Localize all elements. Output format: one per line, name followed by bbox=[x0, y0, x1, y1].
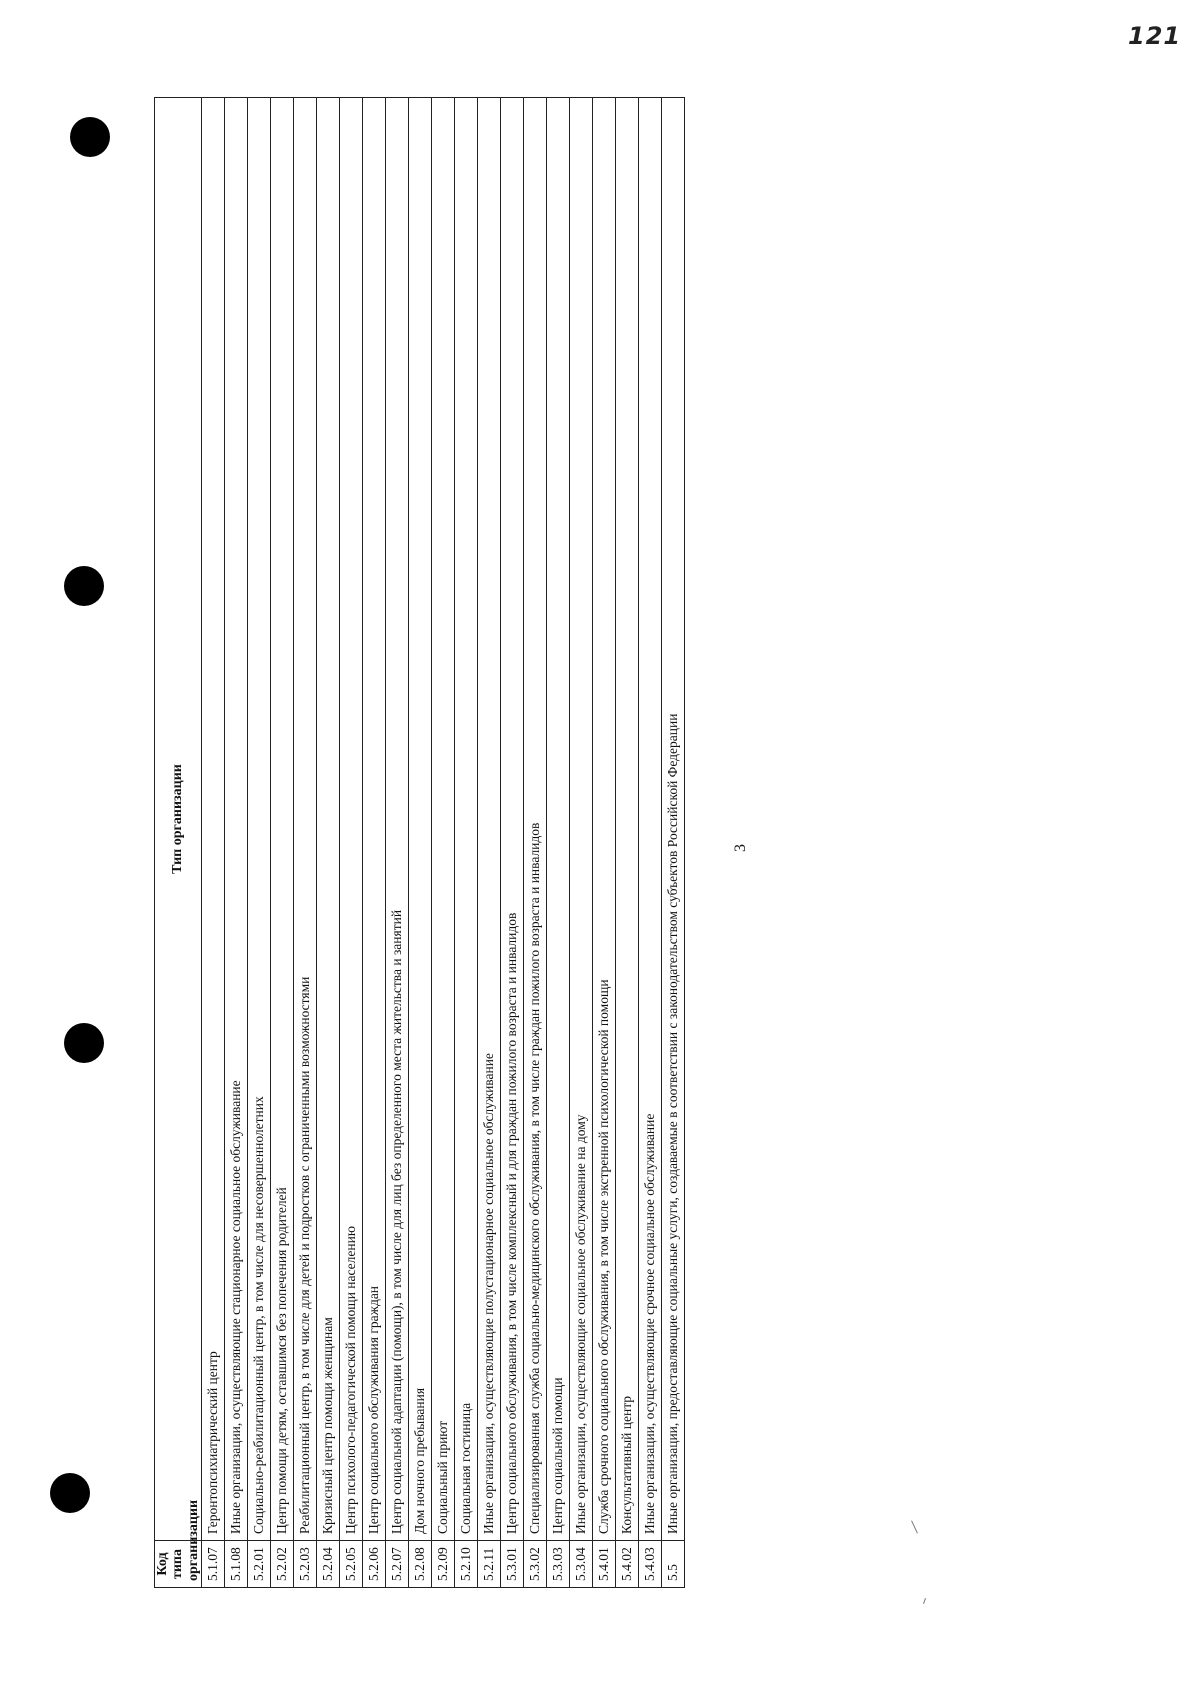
table-row bbox=[478, 98, 501, 1588]
table-row bbox=[317, 98, 340, 1588]
table-row bbox=[409, 98, 432, 1588]
row-type: Социально-реабилитационный центр, в том числе для несовершеннолетних bbox=[248, 98, 271, 1541]
table-row bbox=[294, 98, 317, 1588]
row-code: 5.2.11 bbox=[478, 1541, 501, 1588]
table-row bbox=[639, 98, 662, 1588]
punch-hole-2 bbox=[64, 566, 104, 606]
row-type: Иные организации, осуществляющие полустационарное социальное обслуживание bbox=[478, 98, 501, 1541]
row-type: Центр психолого-педагогической помощи населению bbox=[340, 98, 363, 1541]
organization-types-table bbox=[154, 97, 685, 1588]
punch-hole-1 bbox=[70, 117, 110, 157]
row-code: 5.2.07 bbox=[386, 1541, 409, 1588]
table-row bbox=[363, 98, 386, 1588]
row-code: 5.2.01 bbox=[248, 1541, 271, 1588]
row-type: Геронтопсихиатрический центр bbox=[202, 98, 225, 1541]
row-code: 5.2.03 bbox=[294, 1541, 317, 1588]
row-code: 5.5 bbox=[662, 1541, 685, 1588]
table-row bbox=[202, 98, 225, 1588]
row-type: Центр социального обслуживания, в том числе комплексный и для граждан пожилого возраста и инвалидов bbox=[501, 98, 524, 1541]
stray-pen-mark bbox=[911, 1520, 918, 1533]
row-code: 5.2.06 bbox=[363, 1541, 386, 1588]
table-row bbox=[501, 98, 524, 1588]
table-row bbox=[455, 98, 478, 1588]
handwritten-page-number: 121 bbox=[1128, 22, 1182, 50]
row-code: 5.2.08 bbox=[409, 1541, 432, 1588]
row-code: 5.3.01 bbox=[501, 1541, 524, 1588]
table-row bbox=[386, 98, 409, 1588]
rotated-table-container bbox=[154, 98, 682, 1588]
row-type: Иные организации, осуществляющие срочное социальное обслуживание bbox=[639, 98, 662, 1541]
row-type: Центр социального обслуживания граждан bbox=[363, 98, 386, 1541]
table-row bbox=[593, 98, 616, 1588]
table-header-row bbox=[155, 98, 202, 1588]
header-type: Тип организации bbox=[155, 98, 202, 1541]
row-type: Социальная гостиница bbox=[455, 98, 478, 1541]
table-row bbox=[225, 98, 248, 1588]
row-type: Иные организации, осуществляющие стационарное социальное обслуживание bbox=[225, 98, 248, 1541]
stray-pen-mark bbox=[923, 1598, 926, 1604]
table-row bbox=[616, 98, 639, 1588]
row-code: 5.4.01 bbox=[593, 1541, 616, 1588]
table-row bbox=[547, 98, 570, 1588]
row-code: 5.4.02 bbox=[616, 1541, 639, 1588]
table-row bbox=[570, 98, 593, 1588]
row-code: 5.2.09 bbox=[432, 1541, 455, 1588]
row-code: 5.2.04 bbox=[317, 1541, 340, 1588]
row-code: 5.3.02 bbox=[524, 1541, 547, 1588]
table-row bbox=[524, 98, 547, 1588]
row-code: 5.3.04 bbox=[570, 1541, 593, 1588]
row-type: Центр социальной адаптации (помощи), в том числе для лиц без определенного места жительства и занятий bbox=[386, 98, 409, 1541]
row-type: Специализированная служба социально-медицинского обслуживания, в том числе граждан пожилого возраста и инвалидов bbox=[524, 98, 547, 1541]
row-type: Иные организации, предоставляющие социальные услуги, создаваемые в соответствии с законодательством субъектов Российской Федерации bbox=[662, 98, 685, 1541]
row-type: Консультативный центр bbox=[616, 98, 639, 1541]
row-type: Центр помощи детям, оставшимся без попечения родителей bbox=[271, 98, 294, 1541]
row-type: Социальный приют bbox=[432, 98, 455, 1541]
row-code: 5.3.03 bbox=[547, 1541, 570, 1588]
row-type: Кризисный центр помощи женщинам bbox=[317, 98, 340, 1541]
row-type: Реабилитационный центр, в том числе для детей и подростков с ограниченными возможностями bbox=[294, 98, 317, 1541]
table-row bbox=[340, 98, 363, 1588]
table-row bbox=[432, 98, 455, 1588]
row-type: Иные организации, осуществляющие социальное обслуживание на дому bbox=[570, 98, 593, 1541]
row-code: 5.1.08 bbox=[225, 1541, 248, 1588]
table-row bbox=[248, 98, 271, 1588]
row-type: Дом ночного пребывания bbox=[409, 98, 432, 1541]
header-code: Код типа организации bbox=[155, 1541, 202, 1588]
row-type: Служба срочного социального обслуживания, в том числе экстренной психологической помощи bbox=[593, 98, 616, 1541]
row-code: 5.2.10 bbox=[455, 1541, 478, 1588]
table-row bbox=[662, 98, 685, 1588]
row-code: 5.2.05 bbox=[340, 1541, 363, 1588]
punch-hole-3 bbox=[64, 1023, 104, 1063]
printed-page-number: 3 bbox=[732, 844, 749, 852]
row-code: 5.1.07 bbox=[202, 1541, 225, 1588]
row-code: 5.4.03 bbox=[639, 1541, 662, 1588]
punch-hole-4 bbox=[50, 1473, 90, 1513]
row-code: 5.2.02 bbox=[271, 1541, 294, 1588]
table-row bbox=[271, 98, 294, 1588]
row-type: Центр социальной помощи bbox=[547, 98, 570, 1541]
